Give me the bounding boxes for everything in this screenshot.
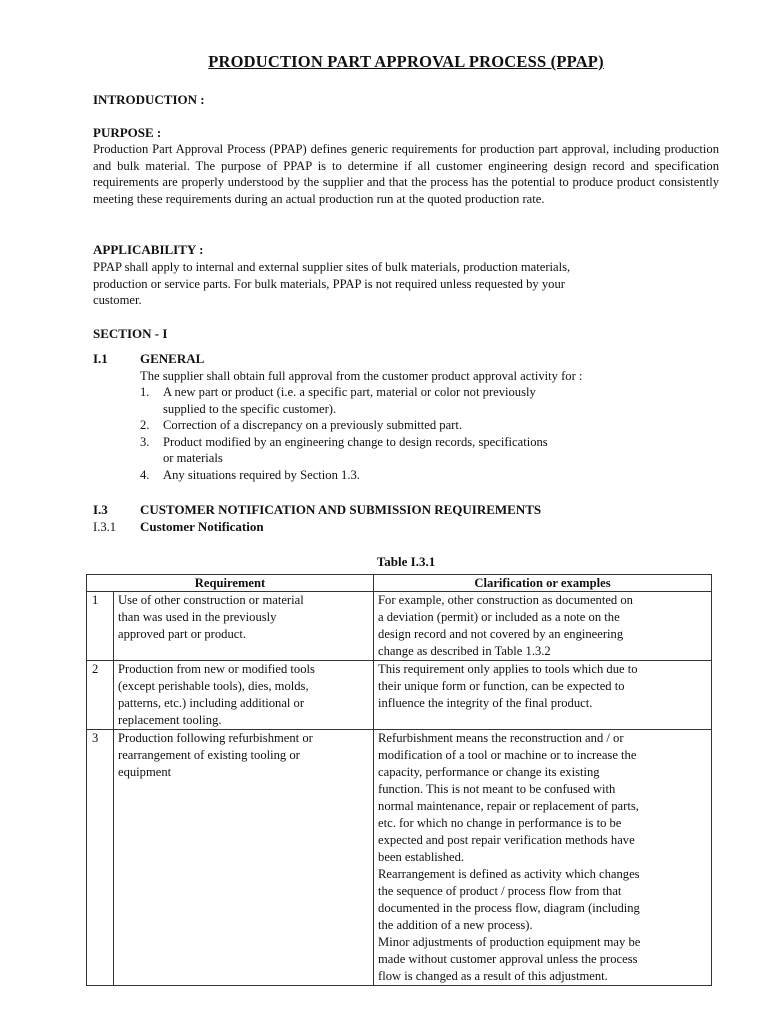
cell-line: change as described in Table 1.3.2 <box>378 644 551 658</box>
row-requirement <box>114 730 374 986</box>
customer-notification-subnumber: I.3.1 <box>93 520 117 534</box>
requirements-table <box>86 574 712 986</box>
row-number: 2 <box>87 661 114 730</box>
cell-line: Production from new or modified tools <box>118 662 315 676</box>
cell-line: Production following refurbishment or <box>118 731 313 745</box>
cell-line: made without customer approval unless the process <box>378 952 638 966</box>
list-item-text: Correction of a discrepancy on a previously submitted part. <box>163 418 463 432</box>
cell-line: Refurbishment means the reconstruction and / or <box>378 731 624 745</box>
general-heading: GENERAL <box>140 351 205 366</box>
cell-line: influence the integrity of the final product. <box>378 696 593 710</box>
cell-line: their unique form or function, can be expected to <box>378 679 625 693</box>
cell-line: rearrangement of existing tooling or <box>118 748 300 762</box>
list-item <box>140 467 700 484</box>
cell-line: the sequence of product / process flow from that <box>378 884 622 898</box>
cell-line: normal maintenance, repair or replacement of parts, <box>378 799 639 813</box>
cell-line: approved part or product. <box>118 627 246 641</box>
cell-line: expected and post repair verification methods have <box>378 833 635 847</box>
purpose-paragraph: Production Part Approval Process (PPAP) defines generic requirements for production part approval, including production and bulk material. The purpose of PPAP is to determine if all customer engineering design record and specification requirements are properly understood by the supplier and that the process has the potential to produce product consistently meeting these requirements during an actual production run at the quoted production rate. <box>93 142 719 206</box>
customer-notification-heading: CUSTOMER NOTIFICATION AND SUBMISSION REQUIREMENTS <box>140 502 542 517</box>
list-item-text: Product modified by an engineering change to design records, specifications <box>163 434 548 449</box>
list-item <box>140 434 700 467</box>
applicability-line: customer. <box>93 293 142 307</box>
row-requirement <box>114 592 374 661</box>
list-item-text: A new part or product (i.e. a specific part, material or color not previously <box>163 385 536 399</box>
table-header-row <box>87 575 712 592</box>
cell-line: etc. for which no change in performance is to be <box>378 816 622 830</box>
document-title: PRODUCTION PART APPROVAL PROCESS (PPAP) <box>208 52 604 71</box>
customer-notification-subheading: Customer Notification <box>140 519 264 534</box>
applicability-line: PPAP shall apply to internal and external supplier sites of bulk materials, production materials, <box>93 260 571 274</box>
cell-line: flow is changed as a result of this adjustment. <box>378 969 608 983</box>
table-caption: Table I.3.1 <box>376 554 436 569</box>
table-row <box>87 661 712 730</box>
row-clarification <box>374 661 712 730</box>
cell-line: the addition of a new process). <box>378 918 533 932</box>
list-item-number: 4. <box>140 467 150 482</box>
row-requirement <box>114 661 374 730</box>
row-number: 3 <box>87 730 114 986</box>
column-header-requirement: Requirement <box>87 575 374 592</box>
cell-line: For example, other construction as documented on <box>378 593 633 607</box>
cell-line: This requirement only applies to tools which due to <box>378 662 638 676</box>
cell-line: documented in the process flow, diagram (including <box>378 901 640 915</box>
cell-line: equipment <box>118 765 172 779</box>
purpose-heading: PURPOSE : <box>93 125 162 140</box>
cell-line: Use of other construction or material <box>118 593 304 607</box>
applicability-heading: APPLICABILITY : <box>93 242 204 257</box>
cell-line: replacement tooling. <box>118 713 222 727</box>
applicability-paragraph <box>93 259 719 309</box>
list-item-text: or materials <box>163 451 223 465</box>
table-row <box>87 592 712 661</box>
list-item-text: supplied to the specific customer). <box>163 401 337 416</box>
row-number: 1 <box>87 592 114 661</box>
cell-line: capacity, performance or change its existing <box>378 765 600 779</box>
cell-line: Rearrangement is defined as activity which changes <box>378 867 640 881</box>
general-number: I.1 <box>93 351 108 366</box>
list-item-text: Any situations required by Section 1.3. <box>163 467 360 482</box>
cell-line: function. This is not meant to be confused with <box>378 782 616 796</box>
cell-line: been established. <box>378 850 465 864</box>
list-item-number: 2. <box>140 418 150 432</box>
cell-line: (except perishable tools), dies, molds, <box>118 679 309 693</box>
general-list <box>140 384 700 483</box>
cell-line: modification of a tool or machine or to increase the <box>378 748 637 762</box>
column-header-clarification: Clarification or examples <box>374 575 712 592</box>
customer-notification-number: I.3 <box>93 502 108 517</box>
list-item-number: 1. <box>140 385 150 399</box>
list-item <box>140 384 700 417</box>
section-heading: SECTION - I <box>93 326 168 341</box>
list-item <box>140 417 700 434</box>
introduction-heading: INTRODUCTION : <box>93 92 205 107</box>
cell-line: design record and not covered by an engineering <box>378 627 624 641</box>
cell-line: Minor adjustments of production equipment may be <box>378 935 641 949</box>
applicability-line: production or service parts. For bulk materials, PPAP is not required unless requested by your <box>93 276 565 291</box>
cell-line: patterns, etc.) including additional or <box>118 696 305 710</box>
cell-line: than was used in the previously <box>118 610 277 624</box>
cell-line: a deviation (permit) or included as a note on the <box>378 610 620 624</box>
general-intro: The supplier shall obtain full approval from the customer product approval activity for : <box>140 369 583 383</box>
table-row <box>87 730 712 986</box>
list-item-number: 3. <box>140 434 150 449</box>
row-clarification <box>374 730 712 986</box>
row-clarification <box>374 592 712 661</box>
